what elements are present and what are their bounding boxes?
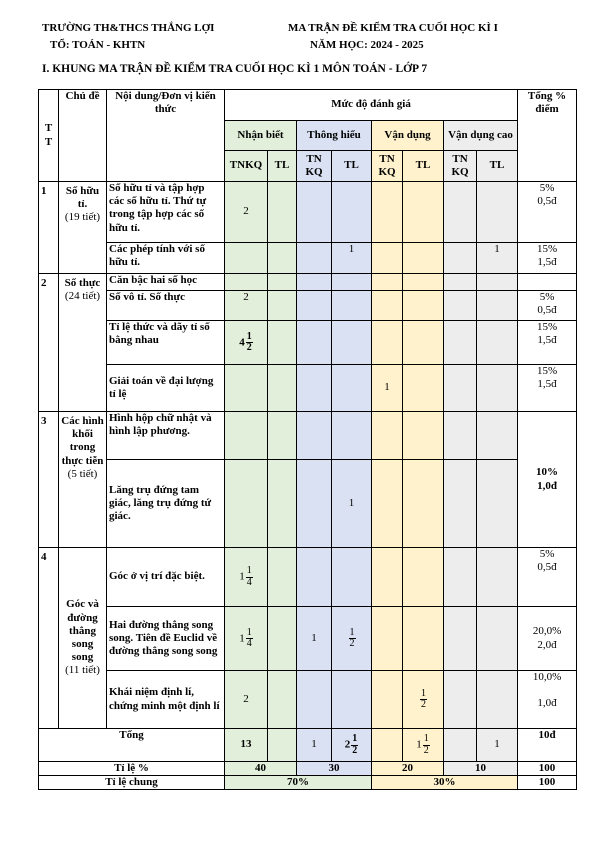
general-ratio-row — [39, 776, 577, 790]
table-row — [39, 182, 577, 243]
total-nb: 13 — [225, 729, 268, 762]
th-tnkq-cell: 1 — [297, 607, 332, 671]
content-cell: Lăng trụ đứng tam giác, lăng trụ đứng tứ giác. — [107, 460, 225, 548]
header-tt: T T — [39, 90, 59, 182]
header-vd-tl: TL — [403, 151, 444, 182]
matrix-table — [38, 89, 577, 790]
table-row — [39, 274, 577, 291]
content-cell: Số vô tỉ. Số thực — [107, 291, 225, 321]
header-nb-tl: TL — [268, 151, 297, 182]
row-number: 3 — [39, 412, 59, 548]
general-b: 30% — [372, 776, 518, 790]
content-cell: Số hữu tỉ và tập hợp các số hữu tỉ. Thứ tự trong tập hợp các số hữu tỉ. — [107, 182, 225, 243]
row-number: 4 — [39, 548, 59, 729]
school-year: NĂM HỌC: 2024 - 2025 — [310, 39, 424, 51]
topic-name: Số hữu tỉ. (19 tiết) — [59, 182, 107, 274]
topic-name: Các hình khối trong thực tiễn (5 tiết) — [59, 412, 107, 548]
ratio-label: Tỉ lệ % — [39, 762, 225, 776]
header-van-dung: Vận dụng — [372, 121, 444, 151]
total-th-tnkq: 1 — [297, 729, 332, 762]
total-vdc: 1 — [477, 729, 518, 762]
th-tl-cell: $\frac{1}{2}$ — [332, 607, 372, 671]
document-title: MA TRẬN ĐỀ KIỂM TRA CUỐI HỌC KÌ I — [288, 22, 498, 34]
ratio-vdc: 10 — [444, 762, 518, 776]
ratio-sum: 100 — [518, 762, 577, 776]
header-noi-dung: Nội dung/Đơn vị kiến thức — [107, 90, 225, 182]
header-th-tnkq: TN KQ — [297, 151, 332, 182]
header-nhan-biet: Nhận biết — [225, 121, 297, 151]
table-row — [39, 548, 577, 607]
nb-tnkq-cell: 2 — [225, 671, 268, 729]
header-vd-tnkq: TN KQ — [372, 151, 403, 182]
vdc-tl-cell: 1 — [477, 243, 518, 274]
header-vdc-tnkq: TN KQ — [444, 151, 477, 182]
ratio-row — [39, 762, 577, 776]
nb-tnkq-cell: 2 — [225, 291, 268, 321]
total-sum: 10đ — [518, 729, 577, 762]
topic-name: Góc và đường thẳng song song (11 tiết) — [59, 548, 107, 729]
ratio-vd: 20 — [372, 762, 444, 776]
percent-cell: 15% 1,5đ — [518, 243, 577, 274]
table-row — [39, 243, 577, 274]
header-vdc-tl: TL — [477, 151, 518, 182]
header-nb-tnkq: TNKQ — [225, 151, 268, 182]
totals-label: Tổng — [39, 729, 225, 762]
percent-cell: 5% 0,5đ — [518, 548, 577, 607]
total-vd-tl: 1 $\frac{1}{2}$ — [403, 729, 444, 762]
table-row — [39, 671, 577, 729]
general-a: 70% — [225, 776, 372, 790]
content-cell: Góc ở vị trí đặc biệt. — [107, 548, 225, 607]
content-cell: Hình hộp chữ nhật và hình lập phương. — [107, 412, 225, 460]
percent-cell: 5% 0,5đ — [518, 291, 577, 321]
department-name: TỔ: TOÁN - KHTN — [50, 39, 146, 51]
header-van-dung-cao: Vận dụng cao — [444, 121, 518, 151]
header-muc-do: Mức độ đánh giá — [225, 90, 518, 121]
vd-tnkq-cell: 1 — [372, 365, 403, 412]
table-row — [39, 291, 577, 321]
header-tong: Tổng % điểm — [518, 90, 577, 182]
topic-name: Số thực (24 tiết) — [59, 274, 107, 412]
percent-cell: 15% 1,5đ — [518, 321, 577, 365]
percent-cell: 20,0% 2,0đ — [518, 607, 577, 671]
nb-tnkq-cell: 4 $\frac{1}{2}$ — [225, 321, 268, 365]
header-th-tl: TL — [332, 151, 372, 182]
th-tl-cell: 1 — [332, 243, 372, 274]
general-sum: 100 — [518, 776, 577, 790]
table-row — [39, 321, 577, 365]
total-th-tl: 2 $\frac{1}{2}$ — [332, 729, 372, 762]
content-cell: Giải toán về đại lượng tỉ lệ — [107, 365, 225, 412]
row-number: 2 — [39, 274, 59, 412]
nb-tnkq-cell: 1 $\frac{1}{4}$ — [225, 607, 268, 671]
vd-tl-cell: $\frac{1}{2}$ — [403, 671, 444, 729]
ratio-th: 30 — [297, 762, 372, 776]
totals-row — [39, 729, 577, 762]
header-chu-de: Chủ đề — [59, 90, 107, 182]
percent-cell: 5% 0,5đ — [518, 182, 577, 243]
table-row — [39, 365, 577, 412]
content-cell: Hai đường thẳng song song. Tiên đề Euclid về đường thẳng song song — [107, 607, 225, 671]
percent-cell: 10,0% 1,0đ — [518, 671, 577, 729]
general-label: Tỉ lệ chung — [39, 776, 225, 790]
nb-tnkq-cell: 2 — [225, 182, 268, 243]
row-number: 1 — [39, 182, 59, 274]
content-cell: Khái niệm định lí, chứng minh một định lí — [107, 671, 225, 729]
percent-cell: 15% 1,5đ — [518, 365, 577, 412]
table-row — [39, 412, 577, 460]
content-cell: Tỉ lệ thức và dãy tỉ số bằng nhau — [107, 321, 225, 365]
ratio-nb: 40 — [225, 762, 297, 776]
header-thong-hieu: Thông hiểu — [297, 121, 372, 151]
table-row — [39, 607, 577, 671]
th-tl-cell: 1 — [332, 460, 372, 548]
table-row — [39, 460, 577, 548]
content-cell: Các phép tính với số hữu tỉ. — [107, 243, 225, 274]
section-title: I. KHUNG MA TRẬN ĐỀ KIỂM TRA CUỐI HỌC KÌ 1 MÔN TOÁN - LỚP 7 — [42, 63, 428, 75]
content-cell: Căn bậc hai số học — [107, 274, 225, 291]
nb-tnkq-cell: 1 $\frac{1}{4}$ — [225, 548, 268, 607]
percent-cell: 10% 1,0đ — [518, 412, 577, 548]
school-name: TRƯỜNG TH&THCS THẮNG LỢI — [42, 22, 215, 34]
